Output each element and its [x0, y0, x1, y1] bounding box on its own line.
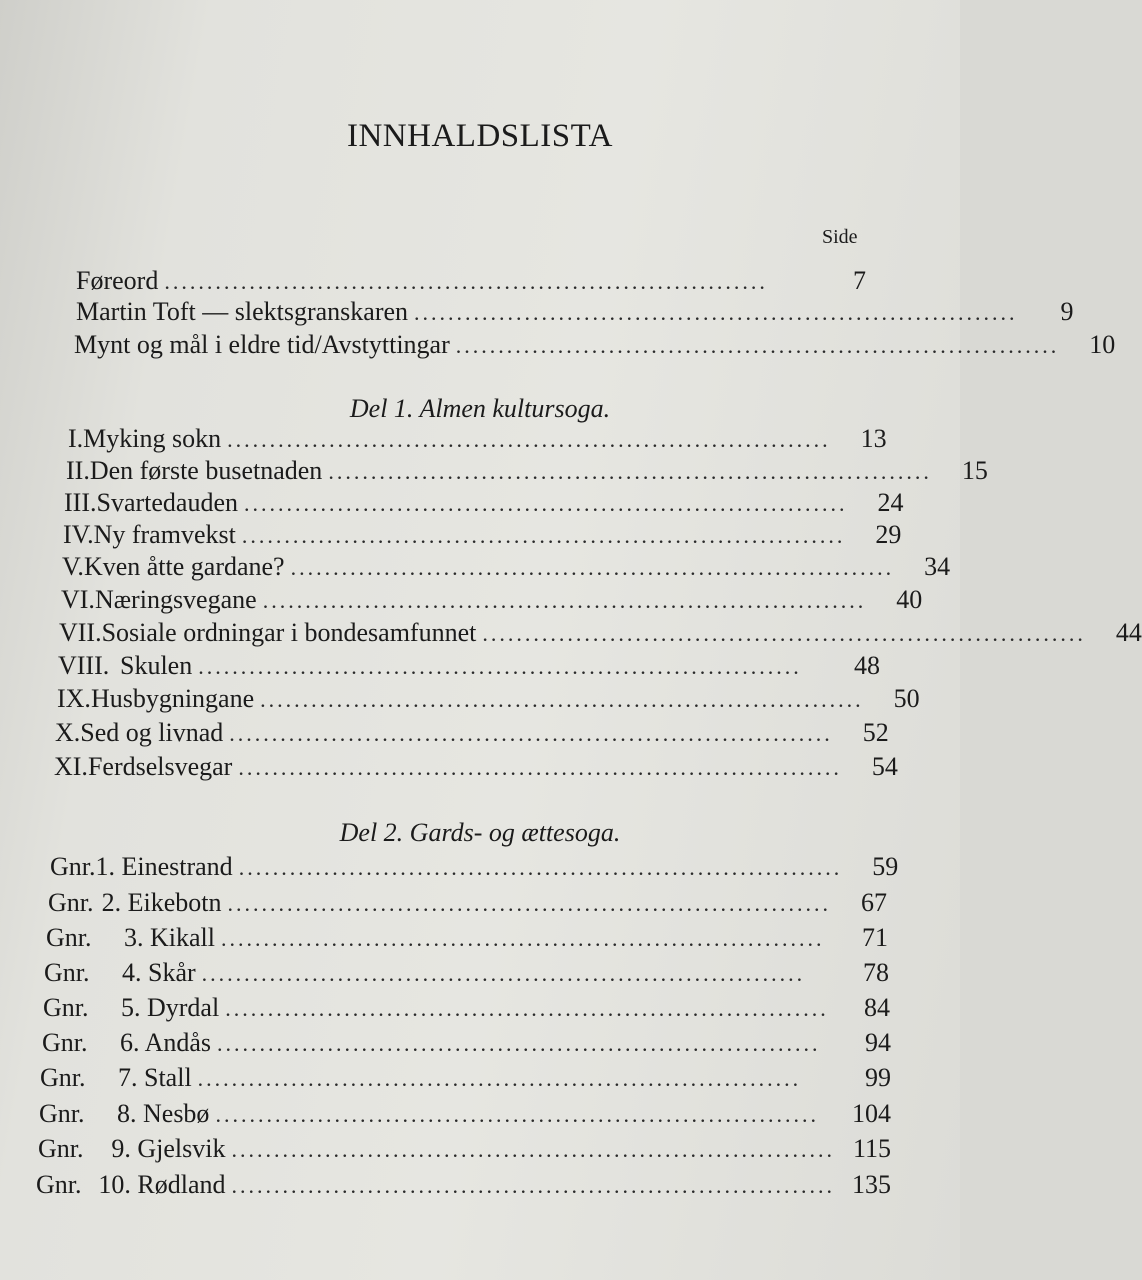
entry-page: 94 — [865, 1028, 891, 1057]
chapter-number: XI. — [54, 752, 88, 781]
toc-entry — [74, 330, 1116, 362]
entry-page: 71 — [862, 923, 888, 952]
entry-page: 48 — [854, 651, 880, 680]
leader-dots: ....................................................................... — [414, 300, 1018, 325]
toc-entry — [55, 718, 889, 750]
entry-title: Skulen — [120, 651, 193, 680]
leader-dots: ....................................................................... — [455, 333, 1060, 358]
farm-number-prefix: Gnr. — [36, 1170, 82, 1199]
entry-title: Næringsvegane — [94, 585, 257, 614]
chapter-number: VI. — [61, 585, 95, 614]
entry-page: 40 — [896, 585, 923, 614]
farm-number-prefix: Gnr. — [39, 1099, 85, 1128]
leader-dots: ....................................................................... — [238, 755, 842, 780]
leader-dots: ....................................................................... — [217, 1031, 821, 1056]
leader-dots: ....................................................................... — [229, 721, 833, 746]
leader-dots: ....................................................................... — [238, 855, 843, 880]
entry-title: 3. Kikall — [124, 923, 215, 952]
toc-entry — [40, 1063, 891, 1095]
toc-entry — [68, 424, 887, 456]
entry-page: 44 — [1115, 618, 1142, 647]
leader-dots: ....................................................................... — [201, 961, 806, 986]
toc-entry — [46, 923, 888, 955]
toc-entry — [57, 684, 920, 716]
farm-number-prefix: Gnr. — [46, 923, 92, 952]
entry-page: 29 — [875, 520, 902, 549]
section-heading-part2: Del 2. Gards- og ættesoga. — [339, 818, 621, 847]
farm-number-prefix: Gnr. — [50, 852, 96, 881]
toc-entry — [66, 456, 988, 488]
leader-dots: ....................................................................... — [221, 926, 825, 951]
entry-title: Ferdselsvegar — [87, 752, 233, 781]
entry-page: 135 — [852, 1170, 891, 1199]
farm-number-prefix: Gnr. — [43, 993, 89, 1022]
entry-title: 4. Skår — [122, 958, 196, 987]
entry-page: 104 — [852, 1099, 891, 1128]
chapter-number: VII. — [59, 618, 102, 647]
entry-title: Myking sokn — [83, 424, 222, 453]
chapter-number: IX. — [57, 684, 91, 713]
toc-entry — [38, 1134, 891, 1166]
entry-page: 67 — [861, 888, 887, 917]
leader-dots: ....................................................................... — [197, 1066, 802, 1091]
leader-dots: ....................................................................... — [231, 1173, 835, 1198]
entry-page: 34 — [924, 552, 951, 581]
toc-entry — [48, 888, 887, 920]
entry-title: Husbygningane — [90, 684, 255, 713]
farm-number-prefix: Gnr. — [40, 1063, 86, 1092]
entry-page: 24 — [877, 488, 904, 517]
section-heading-part1: Del 1. Almen kultursoga. — [349, 394, 611, 423]
entry-page: 15 — [961, 456, 988, 485]
entry-title: Martin Toft — slektsgranskaren — [76, 297, 409, 326]
entry-title: 9. Gjelsvik — [111, 1134, 226, 1163]
chapter-number: V. — [62, 552, 84, 581]
leader-dots: ....................................................................... — [164, 269, 768, 294]
entry-title: Den første busetnaden — [89, 456, 323, 485]
toc-entry — [59, 618, 1142, 650]
leader-dots: ....................................................................... — [225, 996, 829, 1021]
entry-title: 2. Eikebotn — [101, 888, 222, 917]
toc-entry — [58, 651, 880, 683]
entry-title: Kven åtte gardane? — [83, 552, 285, 581]
entry-page: 10 — [1089, 330, 1116, 359]
entry-title: 8. Nesbø — [117, 1099, 210, 1128]
entry-title: 5. Dyrdal — [121, 993, 220, 1022]
toc-entry — [44, 958, 889, 990]
toc-entry — [39, 1099, 891, 1131]
farm-number-prefix: Gnr. — [38, 1134, 84, 1163]
page-title: INNHALDSLISTA — [346, 118, 613, 154]
entry-page: 9 — [1060, 297, 1074, 326]
leader-dots: ....................................................................... — [260, 687, 864, 712]
entry-title: Føreord — [76, 266, 159, 295]
toc-entry — [36, 1170, 891, 1202]
toc-entry — [76, 266, 866, 298]
entry-title: Ny framvekst — [93, 520, 236, 549]
page-column-label: Side — [822, 226, 858, 248]
entry-page: 78 — [863, 958, 889, 987]
chapter-number: II. — [66, 456, 90, 485]
entry-page: 54 — [871, 752, 898, 781]
leader-dots: ....................................................................... — [241, 523, 846, 548]
farm-number-prefix: Gnr. — [48, 888, 94, 917]
entry-title: Sosiale ordningar i bondesamfunnet — [101, 618, 477, 647]
entry-page: 7 — [853, 266, 866, 295]
toc-entry — [63, 520, 902, 552]
toc-entry — [43, 993, 890, 1025]
entry-page: 13 — [860, 424, 887, 453]
chapter-number: IV. — [63, 520, 94, 549]
toc-entry — [54, 752, 898, 784]
chapter-number: III. — [64, 488, 97, 517]
chapter-number: I. — [68, 424, 84, 453]
toc-entry — [76, 297, 1074, 329]
leader-dots: ....................................................................... — [482, 621, 1086, 646]
entry-page: 52 — [862, 718, 889, 747]
entry-title: Sed og livnad — [80, 718, 224, 747]
entry-title: 1. Einestrand — [95, 852, 233, 881]
leader-dots: ....................................................................... — [262, 588, 867, 613]
toc-entry — [64, 488, 904, 520]
toc-entry — [42, 1028, 891, 1060]
entry-title: 7. Stall — [118, 1063, 192, 1092]
leader-dots: ....................................................................... — [244, 491, 848, 516]
leader-dots: ....................................................................... — [198, 654, 802, 679]
entry-page: 59 — [872, 852, 899, 881]
entry-page: 115 — [852, 1134, 891, 1163]
entry-title: Svartedauden — [96, 488, 238, 517]
leader-dots: ....................................................................... — [231, 1137, 835, 1162]
farm-number-prefix: Gnr. — [42, 1028, 88, 1057]
leader-dots: ....................................................................... — [227, 427, 831, 452]
farm-number-prefix: Gnr. — [44, 958, 90, 987]
chapter-number: X. — [55, 718, 81, 747]
leader-dots: ....................................................................... — [227, 891, 831, 916]
toc-entry — [61, 585, 923, 617]
entry-page: 50 — [893, 684, 920, 713]
entry-title: 6. Andås — [120, 1028, 211, 1057]
leader-dots: ....................................................................... — [328, 459, 932, 484]
entry-title: 10. Rødland — [98, 1170, 226, 1199]
entry-title: Mynt og mål i eldre tid/Avstyttingar — [74, 330, 450, 359]
leader-dots: ....................................................................... — [215, 1102, 819, 1127]
entry-page: 99 — [865, 1063, 891, 1092]
leader-dots: ....................................................................... — [290, 555, 895, 580]
toc-entry — [50, 852, 899, 884]
chapter-number: VIII. — [58, 651, 110, 680]
toc-entry — [62, 552, 951, 584]
entry-page: 84 — [864, 993, 890, 1022]
